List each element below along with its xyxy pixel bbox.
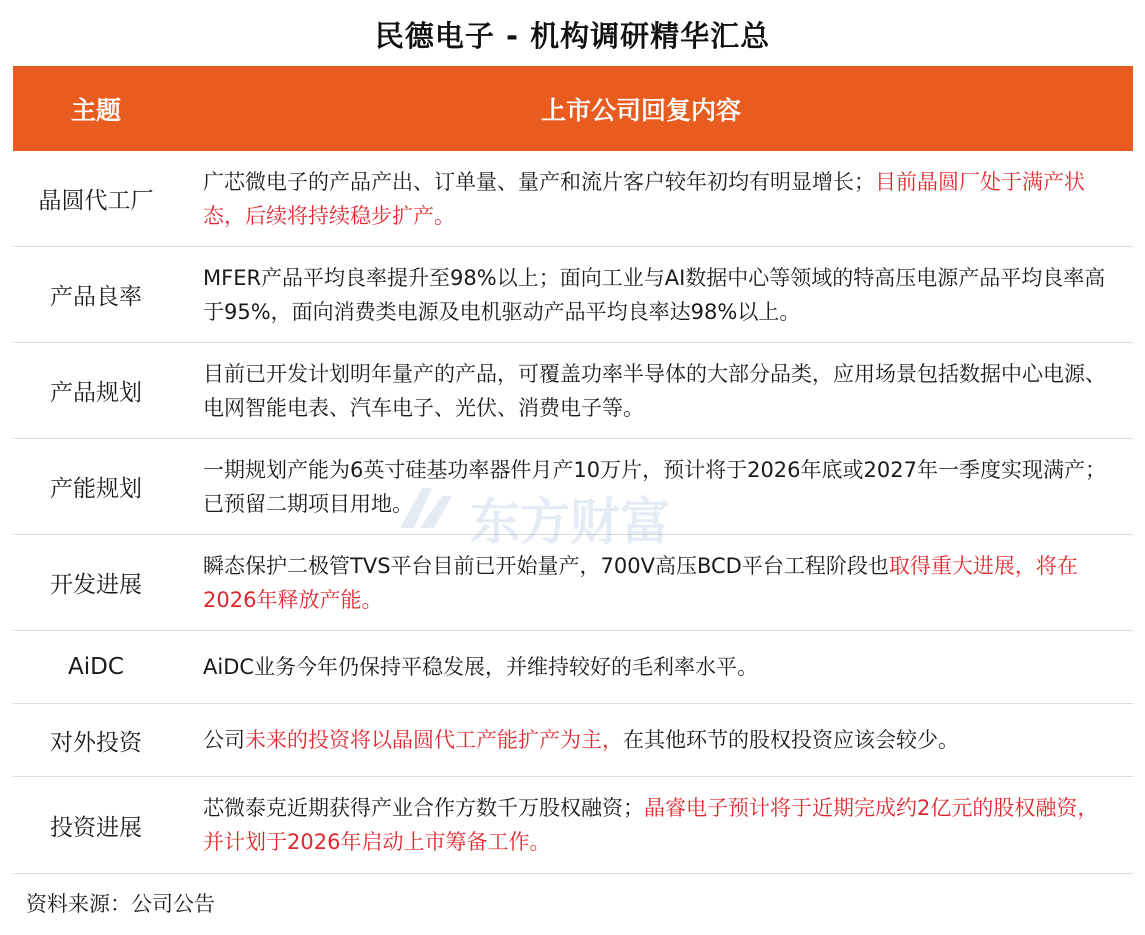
content-highlight: 晶睿电子预计将于近期完成约2亿元的股权融资，并计划于2026年启动上市筹备工作。 <box>203 796 1099 854</box>
row-content <box>179 535 1133 630</box>
row-topic: 投资进展 <box>50 814 142 841</box>
page-title: 民德电子 - 机构调研精华汇总 <box>374 19 771 53</box>
table-row <box>13 439 1133 535</box>
table-row <box>13 151 1133 247</box>
row-content <box>179 439 1133 534</box>
table-row <box>13 535 1133 631</box>
header-content: 上市公司回复内容 <box>540 95 741 125</box>
table-row <box>13 631 1133 704</box>
source-note: 资料来源：公司公告 <box>26 892 215 916</box>
content-highlight: 目前晶圆厂处于满产状态，后续将持续稳步扩产。 <box>203 169 1085 228</box>
content-highlight: 未来的投资将以晶圆代工产能扩产为主， <box>245 728 623 752</box>
content-text: 公司 <box>203 728 245 752</box>
row-content <box>179 777 1133 873</box>
row-topic: 产能规划 <box>50 476 142 502</box>
content-text: 在其他环节的股权投资应该会较少。 <box>623 728 959 752</box>
row-topic: AiDC <box>68 654 124 680</box>
row-topic: 产品规划 <box>50 380 142 406</box>
content-text: 目前已开发计划明年量产的产品，可覆盖功率半导体的大部分品类，应用场景包括数据中心电源、电网智能电表、汽车电子、光伏、消费电子等。 <box>203 361 1106 420</box>
content-text: 一期规划产能为6英寸硅基功率器件月产10万片，预计将于2026年底或2027年一季度实现满产；已预留二期项目用地。 <box>203 457 1106 516</box>
table-row <box>13 704 1133 777</box>
row-content <box>179 631 1133 703</box>
content-text: 芯微泰克近期获得产业合作方数千万股权融资； <box>203 796 644 820</box>
content-text: AiDC业务今年仍保持平稳发展，并维持较好的毛利率水平。 <box>203 655 759 679</box>
row-topic: 开发进展 <box>50 572 142 598</box>
content-text: 广芯微电子的产品产出、订单量、量产和流片客户较年初均有明显增长； <box>203 169 875 194</box>
row-topic: 晶圆代工厂 <box>38 188 154 214</box>
row-topic: 对外投资 <box>50 729 142 756</box>
content-text: 瞬态保护二极管TVS平台目前已开始量产，700V高压BCD平台工程阶段也 <box>203 553 889 578</box>
research-summary-table <box>13 66 1133 874</box>
content-text: MFER产品平均良率提升至98%以上；面向工业与AI数据中心等领域的特高压电源产品平均良率高于95%，面向消费类电源及电机驱动产品平均良率达98%以上。 <box>203 265 1106 324</box>
row-content <box>179 343 1133 438</box>
content-highlight: 取得重大进展，将在2026年释放产能。 <box>203 553 1078 612</box>
row-content <box>179 247 1133 342</box>
table-row <box>13 343 1133 439</box>
watermark-text: 东方财富 <box>470 493 670 551</box>
row-content <box>179 704 1133 776</box>
table-header <box>13 66 1133 151</box>
table-row <box>13 777 1133 874</box>
row-topic: 产品良率 <box>50 284 142 310</box>
header-topic: 主题 <box>70 95 121 125</box>
table-row <box>13 247 1133 343</box>
row-content <box>179 151 1133 246</box>
